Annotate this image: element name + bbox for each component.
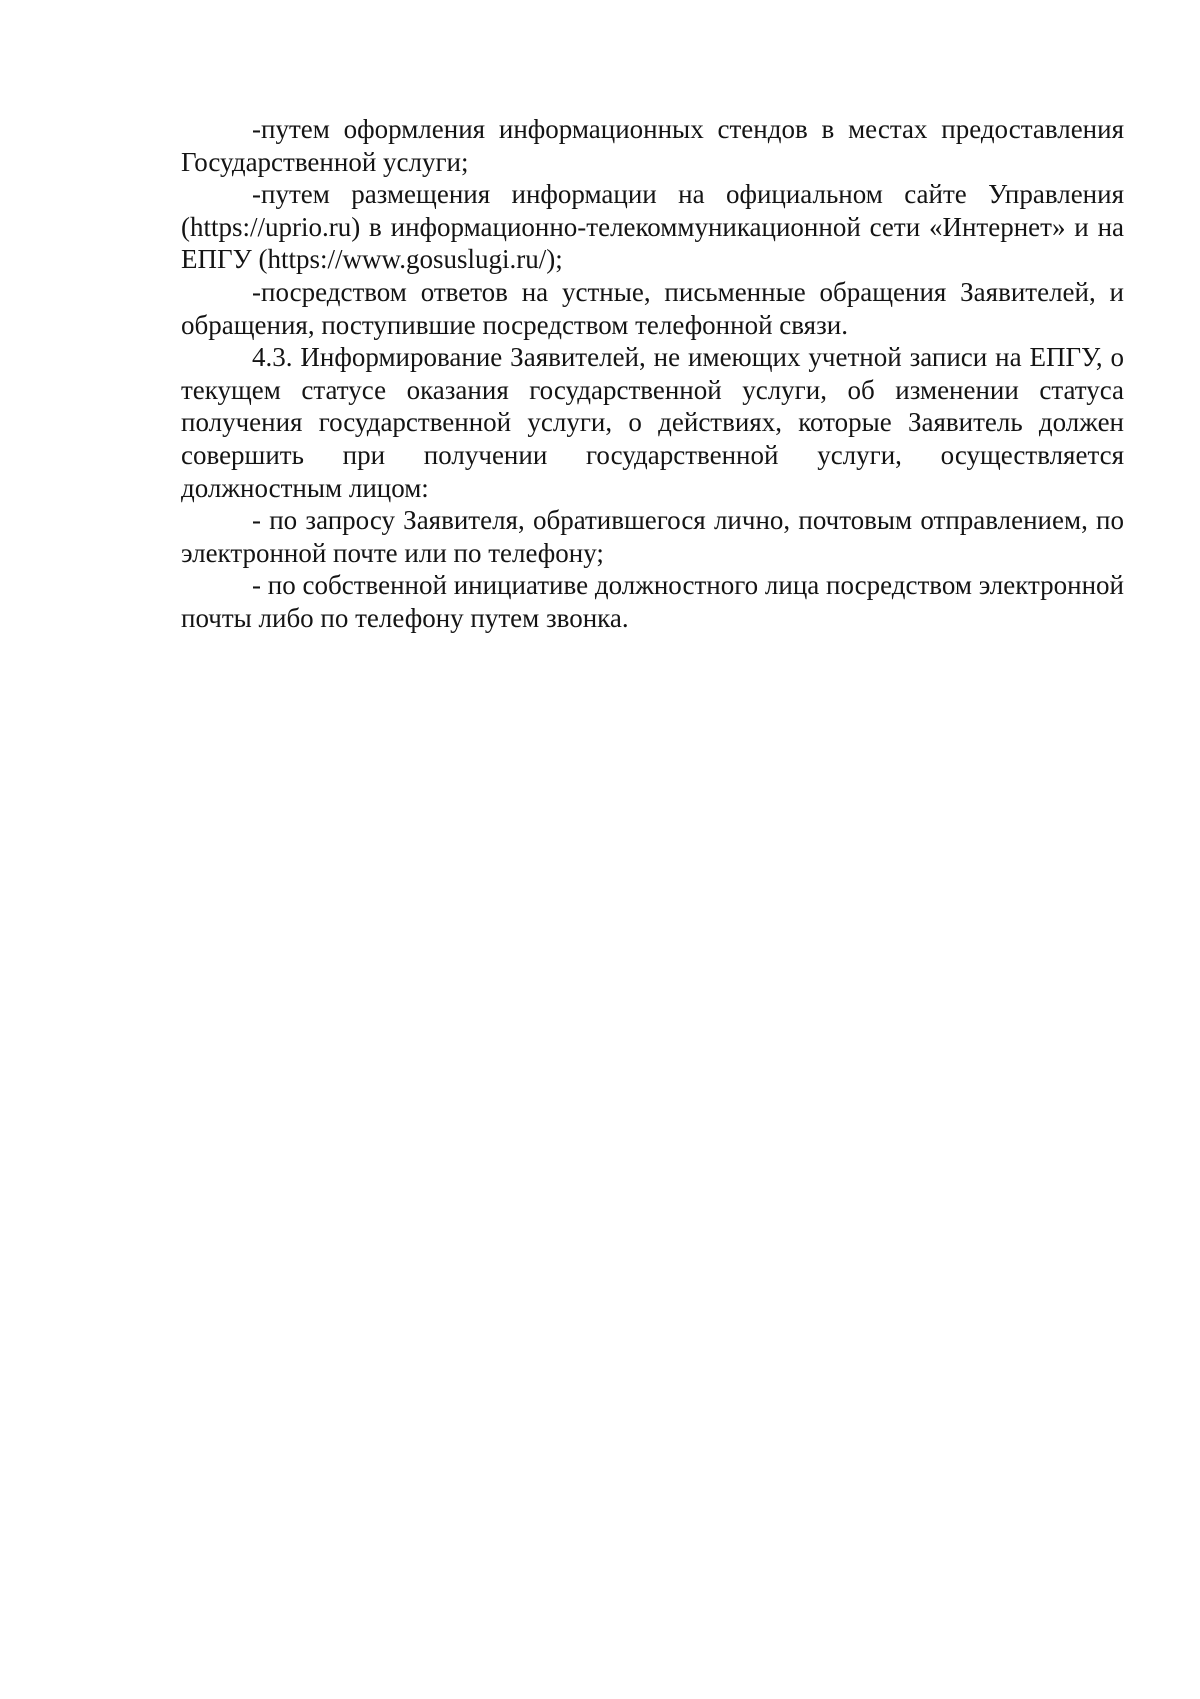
paragraph-info-stands: -путем оформления информационных стендов в местах предоставления Государственной услуги; (181, 114, 1124, 177)
paragraph-responses: -посредством ответов на устные, письменные обращения Заявителей, и обращения, поступившие посредством телефонной связи. (181, 276, 1124, 340)
paragraph-website: -путем размещения информации на официальном сайте Управления (https://uprio.ru) в информационно-телекоммуникационной сети «Интернет» и на ЕПГУ (https://www.gosuslugi.ru/); (181, 179, 1124, 275)
paragraph-own-initiative: - по собственной инициативе должностного лица посредством электронной почты либо по телефону путем звонка. (181, 570, 1124, 633)
paragraph-section-4-3: 4.3. Информирование Заявителей, не имеющих учетной записи на ЕПГУ, о текущем статусе оказания государственной услуги, об изменении статуса получения государственной услуги, о действиях, которые Заявитель должен совершить при получении государственной услуги, осуществляется должностным лицом: (181, 342, 1124, 503)
document-body (181, 113, 1124, 635)
paragraph-by-request: - по запросу Заявителя, обратившегося лично, почтовым отправлением, по электронной почте или по телефону; (181, 505, 1124, 568)
